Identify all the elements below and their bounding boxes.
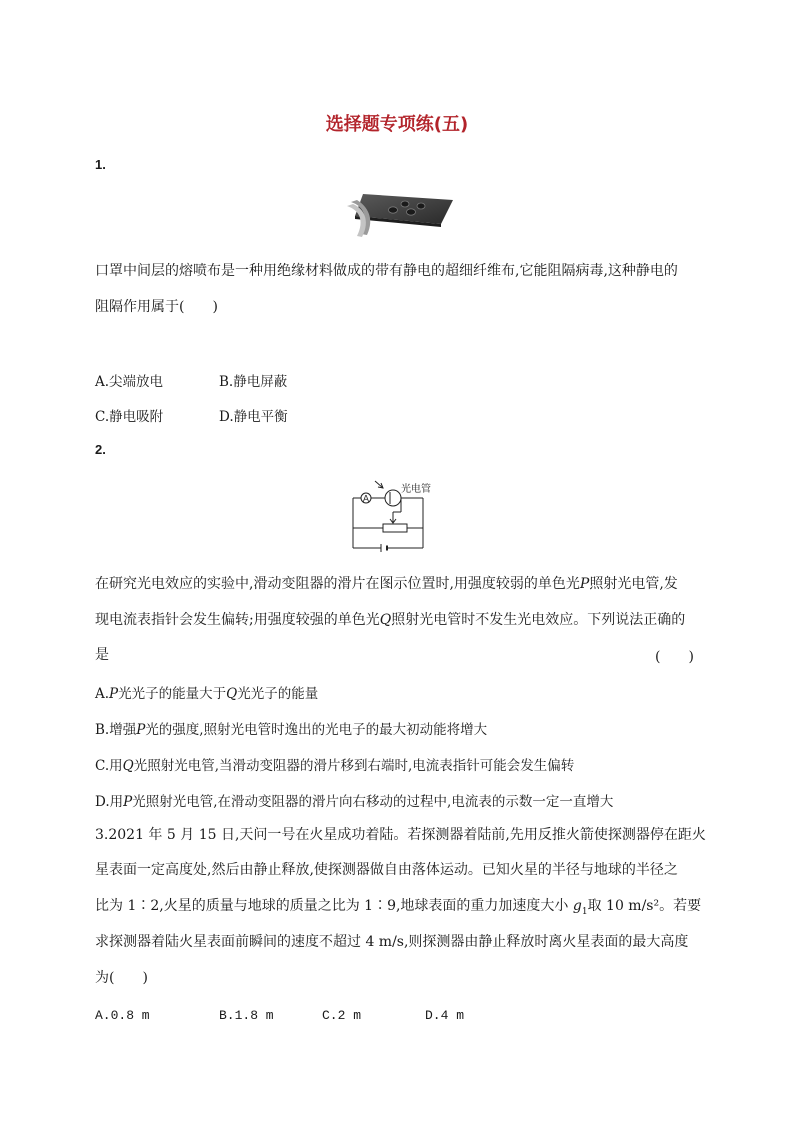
- q1-option-c: C.静电吸附: [95, 409, 164, 425]
- q3-option-b: B.1.8 m: [219, 1008, 274, 1023]
- question-2-text-line-2: 现电流表指针会发生偏转;用强度较强的单色光Q照射光电管时不发生光电效应。下列说法正确的: [95, 612, 686, 628]
- question-2-text-line-3: 是: [95, 647, 109, 663]
- question-1-text-line-2: 阻隔作用属于( ): [95, 299, 218, 315]
- q2-option-c: C.用Q光照射光电管,当滑动变阻器的滑片移到右端时,电流表指针可能会发生偏转: [95, 758, 575, 774]
- q3-option-c: C.2 m: [322, 1008, 362, 1023]
- q2-option-b: B.增强P光的强度,照射光电管时逸出的光电子的最大初动能将增大: [95, 722, 488, 738]
- question-3-text-line-5: 为( ): [95, 970, 148, 986]
- q3-option-a: A.0.8 m: [95, 1008, 150, 1023]
- question-2-text-line-1: 在研究光电效应的实验中,滑动变阻器的滑片在图示位置时,用强度较弱的单色光P照射光电管,发: [95, 576, 678, 592]
- question-3-text-line-1: 3.2021 年 5 月 15 日,天问一号在火星成功着陆。若探测器着陆前,先用反推火箭使探测器停在距火: [95, 827, 706, 843]
- q3-option-d: D.4 m: [425, 1008, 465, 1023]
- question-2-number: 2.: [95, 442, 106, 457]
- q1-option-a: A.尖端放电: [95, 374, 164, 390]
- question-1-number: 1.: [95, 157, 106, 172]
- answer-parentheses: ( ): [655, 649, 694, 665]
- phototube-label: 光电管: [401, 484, 431, 495]
- question-1-text-line-1: 口罩中间层的熔喷布是一种用绝缘材料做成的带有静电的超细纤维布,它能阻隔病毒,这种静电的: [95, 263, 678, 279]
- q1-option-b: B.静电屏蔽: [219, 374, 288, 390]
- photoelectric-circuit-diagram: [345, 478, 455, 552]
- melt-blown-fabric-image: [345, 190, 457, 238]
- question-3-text-line-3: 比为 1∶2,火星的质量与地球的质量之比为 1∶9,地球表面的重力加速度大小 $g_1$取 10 m/s²。若要: [95, 898, 702, 917]
- question-3-text-line-2: 星表面一定高度处,然后由静止释放,使探测器做自由落体运动。已知火星的半径与地球的半径之: [95, 862, 678, 878]
- q2-option-d: D.用P光照射光电管,在滑动变阻器的滑片向右移动的过程中,电流表的示数一定一直增大: [95, 794, 614, 810]
- ammeter-label: A: [362, 494, 370, 505]
- question-3-text-line-4: 求探测器着陆火星表面前瞬间的速度不超过 4 m/s,则探测器由静止释放时离火星表面的最大高度: [95, 934, 689, 950]
- q1-option-d: D.静电平衡: [219, 409, 288, 425]
- q2-option-a: A.P光光子的能量大于Q光光子的能量: [95, 686, 319, 702]
- page-title: 选择题专项练(五): [325, 114, 469, 135]
